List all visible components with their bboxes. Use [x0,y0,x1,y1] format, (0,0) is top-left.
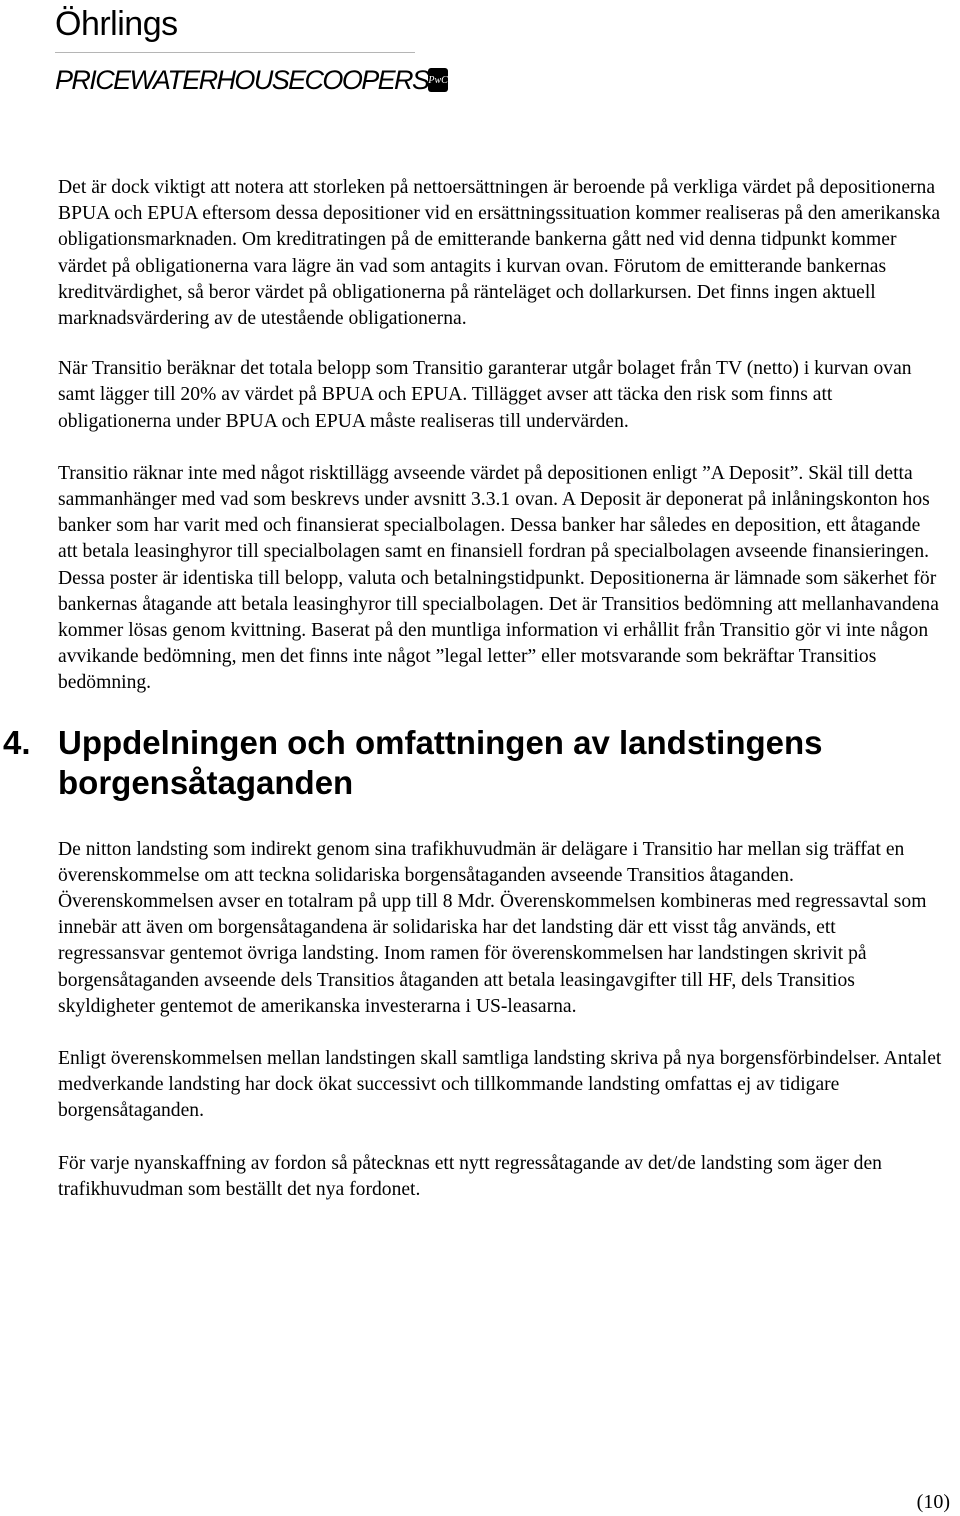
paragraph-net-compensation: Det är dock viktigt att notera att storleken på nettoersättningen är beroende på verkliga värdet på depositionerna BPUA och EPUA eftersom dessa depositioner vid en ersättningssituation kommer realiseras på den amerikanska obligationsmarknaden. Om kreditratingen på de emitterande bankerna gått ned vid denna tidpunkt kommer värdet på obligationerna vara lägre än vad som antagits i kurvan ovan. Förutom de emitterande bankernas kreditvärdighet, så beror värdet på obligationerna på ränteläget och dollarkursen. Det finns ingen aktuell marknadsvärdering av de utestående obligationerna. [58,177,941,330]
paragraph-guarantee-calculation: När Transitio beräknar det totala belopp som Transitio garanterar utgår bolaget från TV (netto) i kurvan ovan samt lägger till 20% av värdet på BPUA och EPUA. Tillägget avser att täcka den risk som finns att obligationerna under BPUA och EPUA måste realiseras till undervärden. [58,358,912,432]
firm-name: Öhrlings [55,5,178,43]
section-number: 4. [3,723,31,761]
header-divider [55,52,415,53]
document-body [3,175,943,1229]
page-number: (10) [916,1491,950,1513]
paragraph-regress-commitment: För varje nyanskaffning av fordon så påtecknas ett nytt regressåtagande av det/de landsting som äger den trafikhuvudman som beställt det nya fordonet. [58,1152,882,1200]
paragraph-a-deposit: Transitio räknar inte med något risktillägg avseende värdet på depositionen enligt ”A Deposit”. Skäl till detta sammanhänger med vad som beskrevs under avsnitt 3.3.1 ovan. A Deposit är deponerat på inlåningskonton hos banker som har varit med och finansierat specialbolagen. Dessa banker har således en deposition, ett åtagande att betala leasinghyror till specialbolagen samt en finansiell fordran på specialbolagen avseende finansieringen. Dessa poster är identiska till belopp, valuta och betalningstidpunkt. Depositionerna är lämnade som säkerhet för bankernas åtagande att betala leasinghyror till specialbolagen. Det är Transitios bedömning att mellanhavandena kommer lösas genom kvittning. Baserat på den muntliga information vi erhållit från Transitio gör vi inte någon avvikande bedömning, men det finns inte något ”legal letter” eller motsvarande som bekräftar Transitios bedömning. [58,462,939,694]
paragraph-new-guarantees: Enligt överenskommelsen mellan landstingen skall samtliga landsting skriva på nya borgensförbindelser. Antalet medverkande landsting har dock ökat successivt och tillkommande landsting omfattas ej av tidigare borgensåtaganden. [58,1048,942,1122]
logo-wordmark: PRICEWATERHOUSECOOPERS [55,65,429,95]
paragraph-agreement: De nitton landsting som indirekt genom sina trafikhuvudmän är delägare i Transitio har mellan sig träffat en överenskommelse om att teckna solidariska borgensåtaganden avseende Transitios åtaganden. Överenskommelsen avser en totalram på upp till 8 Mdr. Överenskommelsen kombineras med regressavtal som innebär att även om borgensåtagandena är solidariska har det landsting där ett visst tåg används, ett regressansvar gentemot övriga landsting. Inom ramen för överenskommelsen har landstingen skrivit på borgensåtaganden avseende dels Transitios åtaganden att betala leasingavgifter till HF, dels Transitios skyldigheter gentemot de amerikanska investerarna i US-leasarna. [58,838,927,1017]
seal-icon: PwC [428,68,447,92]
section-title: Uppdelningen och omfattningen av landstingens borgensåtaganden [58,723,823,801]
company-logo [55,63,448,97]
section-heading [3,723,943,803]
letterhead [55,0,448,97]
